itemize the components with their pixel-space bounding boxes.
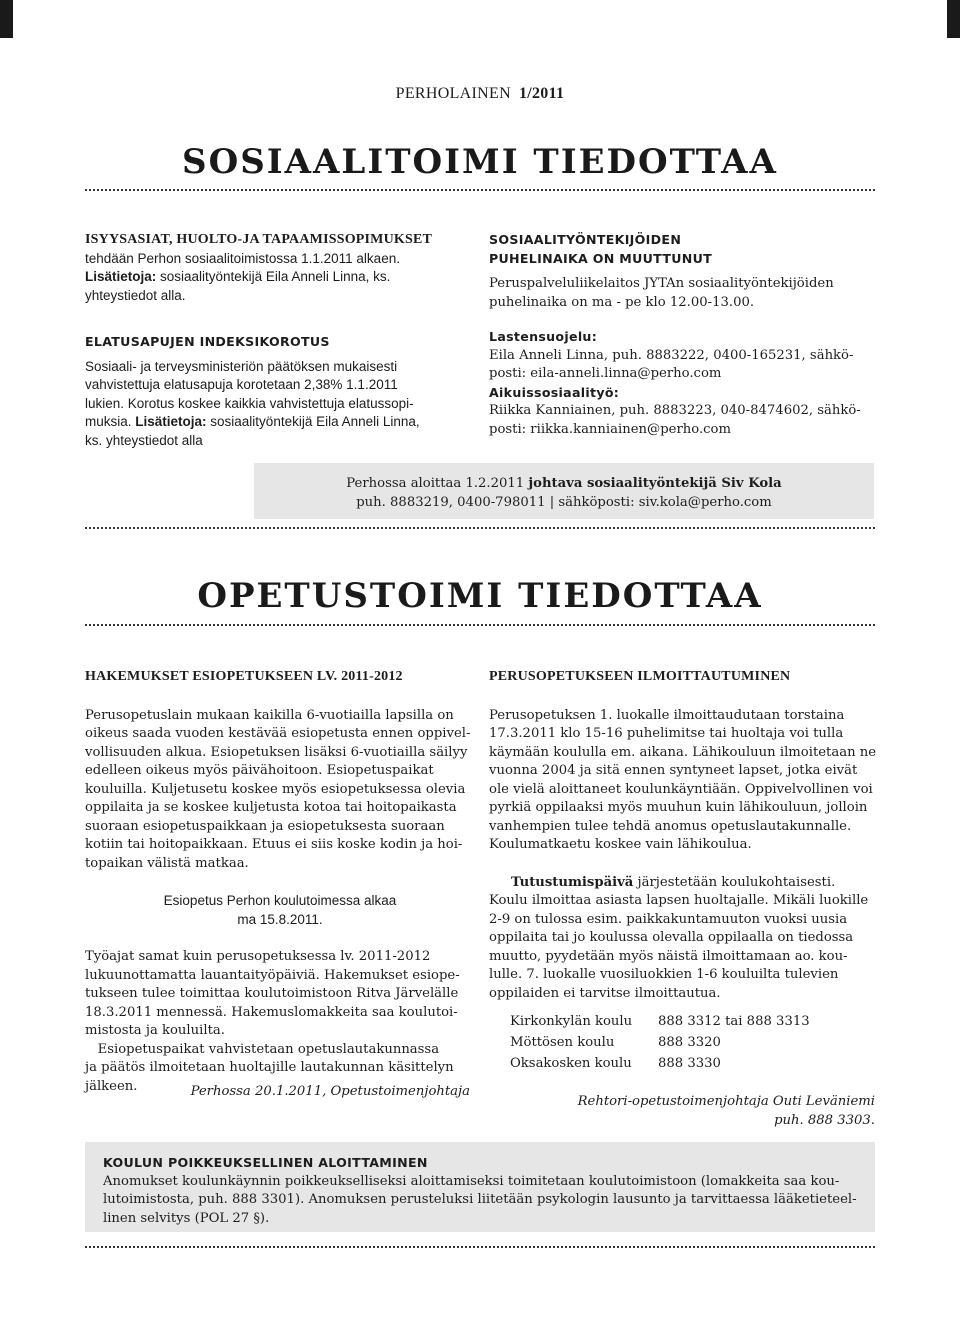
- preschool-line: oikeus saada vuoden kestävää esiopetusta ennen oppivel-: [85, 726, 471, 741]
- preschool-line: mistosta ja kouluilta.: [85, 1023, 225, 1038]
- divider: [85, 189, 875, 191]
- new-employee-notice: [254, 463, 874, 519]
- paternity-heading: ISYYSASIAT, HUOLTO-JA TAPAAMISSOPIMUKSET: [85, 232, 433, 247]
- page-header: [0, 85, 960, 103]
- school-name: Kirkonkylän koulu: [510, 1014, 633, 1029]
- phone-hours-heading: PUHELINAIKA ON MUUTTUNUT: [489, 250, 713, 266]
- table-row: [510, 1013, 810, 1034]
- adult-social-line: Riikka Kanniainen, puh. 8883223, 040-8474602, sähkö-: [489, 403, 861, 418]
- notice-line: puh. 8883219, 0400-798011 | sähköposti: siv.kola@perho.com: [356, 495, 772, 510]
- table-row: [510, 1034, 810, 1055]
- enrollment-line: oppilaiden ei tarvitse ilmoittautua.: [489, 985, 721, 1001]
- issue-number: 1/2011: [518, 85, 565, 102]
- phone-hours-line: puhelinaika on ma - pe klo 12.00-13.00.: [489, 294, 755, 310]
- enrollment-line: Koulu ilmoittaa asiasta lapsen huoltajalle. Mikäli luokille: [489, 893, 869, 908]
- exceptional-line: lutoimistosta, puh. 888 3301). Anomuksen perusteluksi liitetään psykologin lausunto ja tarvittaessa lääketieteel-: [103, 1192, 857, 1207]
- signature-line: Rehtori-opetustoimenjohtaja Outi Leväniemi: [577, 1094, 875, 1109]
- preschool-start-date: ma 15.8.2011.: [237, 911, 323, 927]
- enrollment-line: Perusopetuksen 1. luokalle ilmoittaudutaan torstaina: [489, 707, 845, 723]
- enrollment-line: 2-9 on tulossa esim. paikkakuntamuuton vuoksi uusia: [489, 911, 848, 927]
- preschool-line: topaikan välistä matkaa.: [85, 855, 249, 871]
- maintenance-line: Sosiaali- ja terveysministeriön päätöksen mukaisesti: [85, 358, 398, 374]
- enrollment-line: oppilaita tai jo koulussa olevalla oppilaalla on tiedossa: [489, 930, 854, 945]
- preschool-line: lukuunottamatta lauantaityöpäiviä. Hakemukset esiope-: [85, 967, 460, 983]
- maintenance-block: [85, 333, 470, 450]
- notice-line: Perhossa aloittaa 1.2.2011 johtava sosiaalityöntekijä Siv Kola: [346, 476, 782, 491]
- contacts-block: [489, 328, 875, 439]
- enrollment-line: vuonna 2004 ja sitä ennen syntyneet lapset, jotka eivät: [489, 763, 858, 778]
- enrollment-heading: PERUSOPETUKSEEN ILMOITTAUTUMINEN: [489, 669, 791, 684]
- preschool-line: ja päätös ilmoitetaan huoltajille lautakunnan käsittelyn: [85, 1060, 454, 1075]
- school-name: Möttösen koulu: [510, 1035, 615, 1050]
- phone-hours-heading: SOSIAALITYÖNTEKIJÖIDEN: [489, 232, 682, 247]
- preschool-heading: HAKEMUKSET ESIOPETUKSEEN LV. 2011-2012: [85, 669, 403, 684]
- preschool-signature: Perhossa 20.1.2011, Opetustoimenjohtaja: [190, 1084, 470, 1099]
- enrollment-block: [489, 668, 877, 1003]
- enrollment-line: muutto, pyydetään myös näistä ilmoittamaan ao. kou-: [489, 948, 848, 964]
- publication-name: PERHOLAINEN: [395, 85, 511, 102]
- preschool-block: [85, 668, 475, 1096]
- preschool-line: Työajat samat kuin perusopetuksessa lv. 2011-2012: [85, 949, 431, 964]
- school-phone: 888 3312 tai 888 3313: [658, 1014, 810, 1029]
- maintenance-info: muksia. Lisätietoja: sosiaalityöntekijä Eila Anneli Linna,: [85, 414, 420, 429]
- divider: [85, 624, 875, 626]
- signature-line: puh. 888 3303.: [774, 1112, 875, 1128]
- paternity-line: tehdään Perhon sosiaalitoimistossa 1.1.2011 alkaen.: [85, 250, 400, 266]
- corner-bar-right: [947, 0, 960, 38]
- visit-day-line: Tutustumispäivä järjestetään koulukohtaisesti.: [511, 874, 836, 890]
- preschool-line: edelleen oikeus myös päivähoitoon. Esiopetuspaikat: [85, 763, 434, 778]
- enrollment-line: ole vielä aloittaneet koulunkäyntiään. Oppivelvollinen voi: [489, 781, 873, 797]
- child-welfare-label: Lastensuojelu:: [489, 329, 598, 344]
- preschool-line: jälkeen.: [85, 1078, 138, 1094]
- table-row: [510, 1055, 810, 1076]
- preschool-line: Perusopetuslain mukaan kaikilla 6-vuotiailla lapsilla on: [85, 707, 454, 723]
- paternity-line: yhteystiedot alla.: [85, 287, 186, 303]
- preschool-line: vollisuuden alkua. Esiopetuksen lisäksi 6-vuotiailla säilyy: [85, 744, 468, 760]
- enrollment-line: 17.3.2011 klo 15-16 puhelimitse tai huoltaja voi tulla: [489, 726, 844, 741]
- divider: [85, 1246, 875, 1248]
- enrollment-line: Koulumatkaetu koskee vain lähikoulua.: [489, 837, 752, 852]
- corner-bar-left: [0, 0, 13, 38]
- maintenance-heading: ELATUSAPUJEN INDEKSIKOROTUS: [85, 334, 330, 349]
- preschool-line: kotiin tai hoitopaikkaan. Etuus ei siis koske kodin ja hoi-: [85, 837, 463, 852]
- exceptional-heading: KOULUN POIKKEUKSELLINEN ALOITTAMINEN: [103, 1155, 428, 1170]
- exceptional-line: Anomukset koulunkäynnin poikkeukselliseksi aloittamiseksi toimitetaan koulutoimistoon (lomakkeita saa kou-: [103, 1173, 840, 1189]
- social-section-title: SOSIAALITOIMI TIEDOTTAA: [182, 142, 778, 182]
- phone-hours-line: Peruspalveluliikelaitos JYTAn sosiaalityöntekijöiden: [489, 276, 834, 291]
- child-welfare-line: posti: eila-anneli.linna@perho.com: [489, 366, 722, 381]
- maintenance-line: ks. yhteystiedot alla: [85, 432, 203, 448]
- exceptional-start-box: [85, 1142, 875, 1232]
- preschool-line: oppilaita ja se koskee kuljetusta kotoa tai hoitopaikasta: [85, 800, 457, 815]
- paternity-info: Lisätietoja: sosiaalityöntekijä Eila Anneli Linna, ks.: [85, 269, 391, 284]
- enrollment-line: käymään koululla em. aikana. Lähikouluun ilmoitetaan ne: [489, 744, 877, 760]
- preschool-line: suoraan esiopetuspaikkaan ja esiopetuksesta suoraan: [85, 818, 445, 834]
- schools-table: [510, 1013, 810, 1076]
- preschool-start-date: Esiopetus Perhon koulutoimessa alkaa: [163, 893, 397, 908]
- exceptional-line: linen selvitys (POL 27 §).: [103, 1210, 270, 1226]
- enrollment-line: lulle. 7. luokalle vuosiluokkien 1-6 kouluilta tulevien: [489, 967, 839, 982]
- adult-social-label: Aikuissosiaalityö:: [489, 384, 620, 400]
- preschool-line: tukseen tulee toimittaa koulutoimistoon Ritva Järvelälle: [85, 986, 459, 1001]
- education-section-title: OPETUSTOIMI TIEDOTTAA: [197, 576, 763, 616]
- school-name: Oksakosken koulu: [510, 1056, 632, 1071]
- maintenance-line: lukien. Korotus koskee kaikkia vahvistettuja elatussopi-: [85, 395, 414, 411]
- paternity-block: [85, 231, 470, 305]
- child-welfare-line: Eila Anneli Linna, puh. 8883222, 0400-165231, sähkö-: [489, 347, 854, 363]
- phone-hours-block: [489, 231, 875, 312]
- school-phone: 888 3330: [658, 1056, 721, 1071]
- preschool-line: 18.3.2011 mennessä. Hakemuslomakkeita saa koulutoi-: [85, 1004, 458, 1020]
- divider: [85, 527, 875, 529]
- enrollment-line: vanhempien tulee tehdä anomus opetuslautakunnalle.: [489, 818, 852, 834]
- maintenance-line: vahvistettuja elatusapuja korotetaan 2,38% 1.1.2011: [85, 377, 398, 392]
- school-phone: 888 3320: [658, 1035, 721, 1050]
- adult-social-line: posti: riikka.kanniainen@perho.com: [489, 421, 731, 437]
- preschool-line: Esiopetuspaikat vahvistetaan opetuslautakunnassa: [85, 1041, 440, 1057]
- enrollment-signature: [489, 1093, 875, 1130]
- preschool-line: kouluilla. Kuljetusetu koskee myös esiopetuksessa olevia: [85, 781, 466, 797]
- enrollment-line: pyrkiä oppilaaksi myös muuhun kuin lähikouluun, jolloin: [489, 800, 868, 815]
